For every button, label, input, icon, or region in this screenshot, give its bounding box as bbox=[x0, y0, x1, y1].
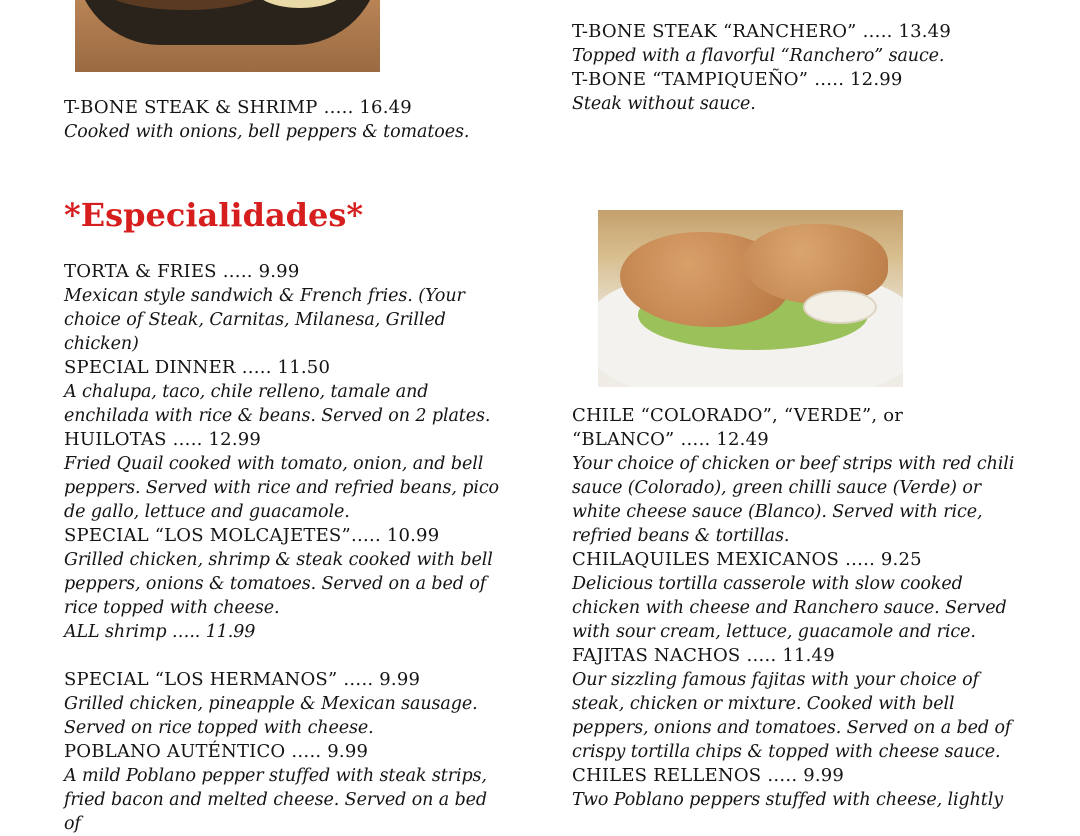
menu-item-description: Our sizzling famous fajitas with your choice of steak, chicken or mixture. Cooked with bell peppers, onions and tomatoes. Served on a bed of crispy tortilla chips & topped with cheese sauce. bbox=[572, 670, 1012, 762]
menu-item-name: CHILAQUILES MEXICANOS ….. 9.25 bbox=[572, 549, 922, 570]
menu-item-description: Delicious tortilla casserole with slow cooked chicken with cheese and Ranchero sauce. Served with sour cream, lettuce, guacamole and rice. bbox=[572, 574, 1007, 642]
menu-item-name: CHILE “COLORADO”, “VERDE”, or “BLANCO” ….. 12.49 bbox=[572, 405, 904, 450]
menu-item-name: TORTA & FRIES ….. 9.99 bbox=[64, 261, 300, 282]
menu-item bbox=[64, 668, 504, 740]
menu-item bbox=[64, 260, 504, 356]
menu-item-description: Grilled chicken, pineapple & Mexican sausage. Served on rice topped with cheese. bbox=[64, 694, 478, 738]
menu-item-name: SPECIAL “LOS HERMANOS” ….. 9.99 bbox=[64, 669, 421, 690]
menu-item bbox=[572, 548, 1022, 644]
menu-item-description: Mexican style sandwich & French fries. (Your choice of Steak, Carnitas, Milanesa, Grilled chicken) bbox=[64, 286, 465, 354]
menu-item-name: CHILES RELLENOS ….. 9.99 bbox=[572, 765, 845, 786]
menu-item-description: Grilled chicken, shrimp & steak cooked with bell peppers, onions & tomatoes. Served on a bed of rice topped with cheese. bbox=[64, 550, 493, 618]
menu-item-extra: ALL shrimp ….. 11.99 bbox=[64, 622, 256, 642]
specialties-right-list bbox=[572, 404, 1022, 812]
menu-item-name: POBLANO AUTÉNTICO ….. 9.99 bbox=[64, 741, 369, 762]
menu-item bbox=[572, 404, 1022, 548]
tbone-right-items bbox=[572, 20, 1032, 116]
menu-item-name: T-BONE STEAK “RANCHERO” ….. 13.49 bbox=[572, 21, 951, 42]
menu-item-name: T-BONE “TAMPIQUEÑO” ….. 12.99 bbox=[572, 69, 903, 90]
menu-item bbox=[64, 524, 504, 644]
menu-item bbox=[572, 644, 1022, 764]
menu-item bbox=[64, 740, 504, 836]
menu-item-name: SPECIAL DINNER ….. 11.50 bbox=[64, 357, 331, 378]
menu-item bbox=[64, 428, 504, 524]
menu-item-description: Your choice of chicken or beef strips with red chili sauce (Colorado), green chilli sauce (Verde) or white cheese sauce (Blanco). Served with rice, refried beans & tortillas. bbox=[572, 454, 1015, 546]
menu-item-description: Steak without sauce. bbox=[572, 94, 756, 114]
tbone-steak-photo bbox=[75, 0, 380, 72]
menu-item-description: Cooked with onions, bell peppers & tomatoes. bbox=[64, 122, 470, 142]
menu-item-description: A mild Poblano pepper stuffed with steak strips, fried bacon and melted cheese. Served on a bed of bbox=[64, 766, 488, 834]
menu-item-description: Fried Quail cooked with tomato, onion, and bell peppers. Served with rice and refried beans, pico de gallo, lettuce and guacamole. bbox=[64, 454, 499, 522]
menu-item-name: T-BONE STEAK & SHRIMP ….. 16.49 bbox=[64, 97, 412, 118]
torta-photo bbox=[598, 210, 903, 387]
menu-item-name: HUILOTAS ….. 12.99 bbox=[64, 429, 262, 450]
section-title: *Especialidades* bbox=[64, 196, 364, 234]
tbone-shrimp-item bbox=[64, 96, 534, 144]
menu-item-name: SPECIAL “LOS MOLCAJETES”….. 10.99 bbox=[64, 525, 440, 546]
menu-item-name: FAJITAS NACHOS ….. 11.49 bbox=[572, 645, 835, 666]
menu-item-description: A chalupa, taco, chile relleno, tamale and enchilada with rice & beans. Served on 2 plates. bbox=[64, 382, 491, 426]
specialties-left-list bbox=[64, 260, 504, 836]
menu-item bbox=[572, 764, 1022, 812]
menu-item bbox=[64, 356, 504, 428]
menu-item-description: Two Poblano peppers stuffed with cheese, lightly bbox=[572, 790, 1003, 810]
menu-item-description: Topped with a flavorful “Ranchero” sauce. bbox=[572, 46, 945, 66]
